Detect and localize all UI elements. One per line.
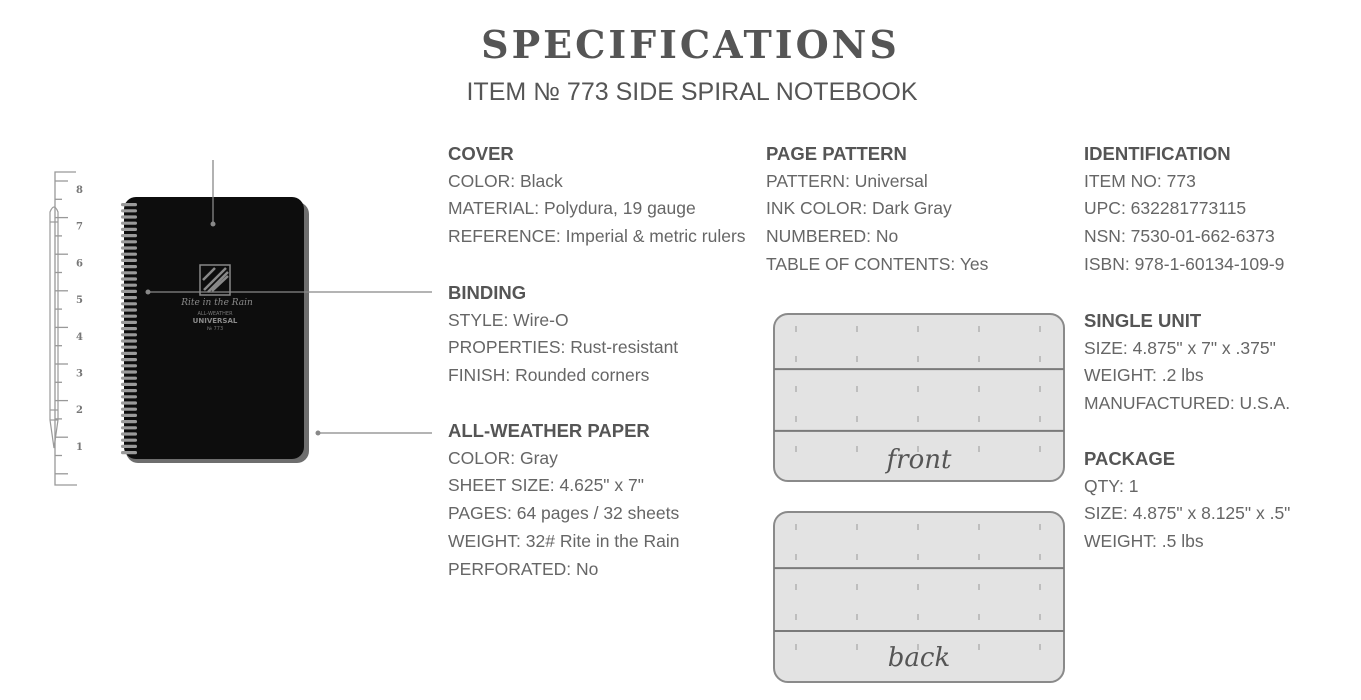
spec-row: SIZE: 4.875" x 7" x .375" — [1084, 337, 1276, 358]
spiral-coil — [121, 228, 137, 231]
spiral-coil — [121, 222, 137, 225]
ruler-mark: 1 — [76, 441, 83, 453]
spiral-coil — [121, 426, 137, 429]
spiral-coil — [121, 240, 137, 243]
spiral-coil — [121, 439, 137, 442]
spec-row: REFERENCE: Imperial & metric rulers — [448, 226, 746, 247]
spec-row: COLOR: Black — [448, 170, 563, 191]
spiral-coil — [121, 215, 137, 218]
spiral-coil — [121, 246, 137, 249]
spec-row: WEIGHT: .5 lbs — [1084, 531, 1204, 552]
ruler-mark: 3 — [76, 368, 83, 380]
spec-package — [1084, 445, 1290, 556]
spec-heading: COVER — [448, 143, 514, 164]
page-title: SPECIFICATIONS — [481, 22, 900, 67]
spec-row: MATERIAL: Polydura, 19 gauge — [448, 198, 696, 219]
spiral-coil — [121, 302, 137, 305]
spec-row: ISBN: 978-1-60134-109-9 — [1084, 253, 1285, 274]
spec-row: SHEET SIZE: 4.625" x 7" — [448, 475, 644, 496]
spec-row: UPC: 632281773115 — [1084, 198, 1247, 219]
spec-row: QTY: 1 — [1084, 475, 1139, 496]
spec-row: WEIGHT: 32# Rite in the Rain — [448, 530, 680, 551]
spec-heading: ALL-WEATHER PAPER — [448, 420, 650, 441]
spiral-coil — [121, 327, 137, 330]
spiral-coil — [121, 370, 137, 373]
spiral-coil — [121, 290, 137, 293]
spiral-coil — [121, 377, 137, 380]
ruler-mark: 4 — [76, 331, 83, 343]
spec-row: WEIGHT: .2 lbs — [1084, 365, 1204, 386]
front-label: front — [886, 445, 952, 475]
spiral-coil — [121, 209, 137, 212]
ruler-mark: 2 — [76, 405, 83, 417]
spec-row: PAGES: 64 pages / 32 sheets — [448, 503, 680, 524]
spec-single-unit — [1084, 307, 1290, 418]
spec-row: SIZE: 4.875" x 8.125" x .5" — [1084, 503, 1291, 524]
spiral-coil — [121, 296, 137, 299]
spiral-coil — [121, 364, 137, 367]
spiral-coil — [121, 358, 137, 361]
spec-row: NUMBERED: No — [766, 226, 899, 247]
spiral-coil — [121, 414, 137, 417]
spiral-coil — [121, 401, 137, 404]
brand-name: Rite in the Rain — [181, 298, 253, 308]
spiral-coil — [121, 253, 137, 256]
page-subtitle: ITEM № 773 SIDE SPIRAL NOTEBOOK — [466, 78, 918, 106]
spiral-coil — [121, 445, 137, 448]
spec-row: ITEM NO: 773 — [1084, 170, 1196, 191]
cover-line-1: ALL-WEATHER — [197, 311, 233, 317]
spec-identification — [1084, 140, 1284, 279]
spiral-coil — [121, 234, 137, 237]
page-sample-back — [770, 508, 1070, 686]
spiral-coil — [121, 451, 137, 454]
ruler-mark: 8 — [76, 185, 83, 196]
spec-row: NSN: 7530-01-662-6373 — [1084, 226, 1275, 247]
spec-heading: PAGE PATTERN — [766, 143, 907, 164]
spec-heading: IDENTIFICATION — [1084, 143, 1231, 164]
ruler-mark: 7 — [76, 221, 83, 233]
spec-row: PERFORATED: No — [448, 558, 599, 579]
spec-row: STYLE: Wire-O — [448, 309, 569, 330]
spec-heading: SINGLE UNIT — [1084, 310, 1202, 331]
spec-heading: PACKAGE — [1084, 448, 1176, 469]
spiral-coil — [121, 389, 137, 392]
spiral-coil — [121, 265, 137, 268]
spiral-coil — [121, 346, 137, 349]
spiral-coil — [121, 333, 137, 336]
spiral-coil — [121, 271, 137, 274]
ruler-mark: 5 — [76, 295, 83, 307]
spiral-coil — [121, 308, 137, 311]
back-label: back — [887, 643, 951, 673]
ruler-mark: 6 — [76, 258, 83, 270]
cover-line-3: № 773 — [206, 326, 224, 332]
spec-cover — [448, 140, 746, 251]
cover-line-2: UNIVERSAL — [192, 317, 238, 325]
spiral-coil — [121, 284, 137, 287]
spiral-coil — [121, 321, 137, 324]
spiral-coil — [121, 277, 137, 280]
spec-page-pattern — [766, 140, 988, 279]
spiral-coil — [121, 408, 137, 411]
spec-row: PROPERTIES: Rust-resistant — [448, 337, 679, 358]
spiral-coil — [121, 339, 137, 342]
spec-row: PATTERN: Universal — [766, 170, 928, 191]
page-sample-front — [770, 310, 1070, 485]
spiral-coil — [121, 383, 137, 386]
spiral-coil — [121, 259, 137, 262]
spiral-coil — [121, 315, 137, 318]
spiral-coil — [121, 395, 137, 398]
spec-row: COLOR: Gray — [448, 447, 558, 468]
spec-paper — [448, 417, 679, 583]
spec-heading: BINDING — [448, 282, 527, 303]
spec-row: INK COLOR: Dark Gray — [766, 198, 952, 219]
spec-row: TABLE OF CONTENTS: Yes — [766, 253, 989, 274]
spec-row: MANUFACTURED: U.S.A. — [1084, 393, 1291, 414]
spiral-coil — [121, 432, 137, 435]
notebook-illustration — [40, 160, 460, 500]
spiral-coil — [121, 203, 137, 206]
spec-binding — [448, 279, 678, 390]
spiral-binding — [121, 203, 137, 454]
spiral-coil — [121, 420, 137, 423]
spec-row: FINISH: Rounded corners — [448, 365, 650, 386]
spiral-coil — [121, 352, 137, 355]
